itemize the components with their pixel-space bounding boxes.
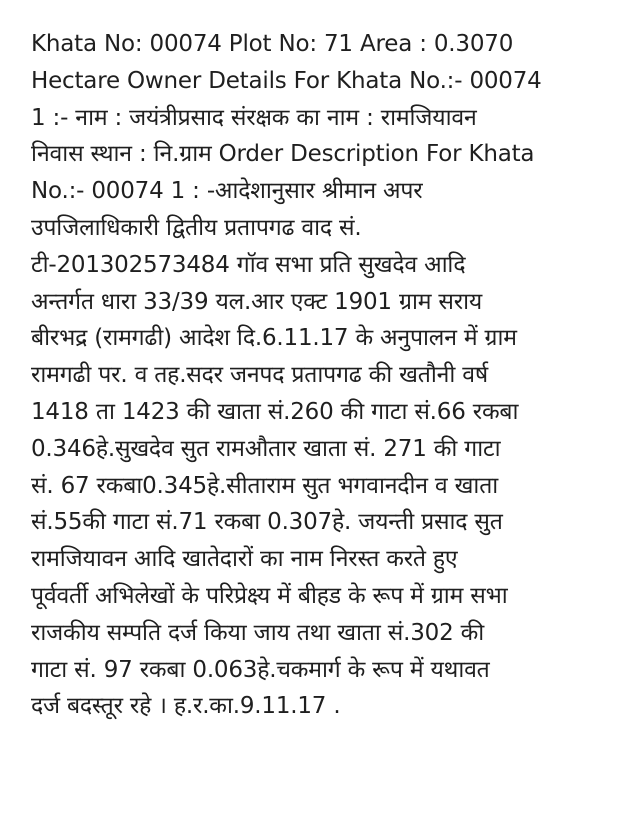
text-line: अन्तर्गत धारा 33/39 यल.आर एक्ट 1901 ग्राम सराय — [31, 288, 483, 315]
text-line: सं.55की गाटा सं.71 रकबा 0.307हे. जयन्ती प्रसाद सुत — [31, 509, 503, 536]
text-line: रामजियावन आदि खातेदारों का नाम निरस्त करते हुए — [31, 546, 458, 573]
text-line: No.:- 00074 1 : -आदेशानुसार श्रीमान अपर — [31, 178, 423, 205]
text-line: गाटा सं. 97 रकबा 0.063हे.चकमार्ग के रूप में यथावत — [31, 656, 490, 683]
text-line: 1418 ता 1423 की खाता सं.260 की गाटा सं.66 रकबा — [31, 398, 519, 425]
text-line: Khata No: 00074 Plot No: 71 Area : 0.3070 — [31, 31, 514, 57]
text-line: पूर्ववर्ती अभिलेखों के परिप्रेक्ष्य में बीहड के रूप में ग्राम सभा — [31, 582, 508, 609]
text-line: बीरभद्र (रामगढी) आदेश दि.6.11.17 के अनुपालन में ग्राम — [31, 325, 517, 352]
text-line: उपजिलाधिकारी द्वितीय प्रतापगढ वाद सं. — [31, 214, 362, 241]
text-line: सं. 67 रकबा0.345हे.सीताराम सुत भगवानदीन व खाता — [31, 472, 499, 499]
text-line: 0.346हे.सुखदेव सुत रामऔतार खाता सं. 271 की गाटा — [31, 435, 501, 462]
text-line: निवास स्थान : नि.ग्राम Order Description For Khata — [31, 141, 535, 168]
text-line: टी-201302573484 गॉव सभा प्रति सुखदेव आदि — [31, 251, 466, 278]
khata-order-text — [31, 26, 621, 725]
text-line: 1 :- नाम : जयंत्रीप्रसाद संरक्षक का नाम : रामजियावन — [31, 104, 477, 131]
text-line: दर्ज बदस्तूर रहे । ह.र.का.9.11.17 . — [31, 693, 341, 720]
text-line: रामगढी पर. व तह.सदर जनपद प्रतापगढ की खतौनी वर्ष — [31, 362, 488, 389]
text-line: राजकीय सम्पति दर्ज किया जाय तथा खाता सं.302 की — [31, 619, 485, 646]
text-line: Hectare Owner Details For Khata No.:- 00074 — [31, 67, 542, 94]
